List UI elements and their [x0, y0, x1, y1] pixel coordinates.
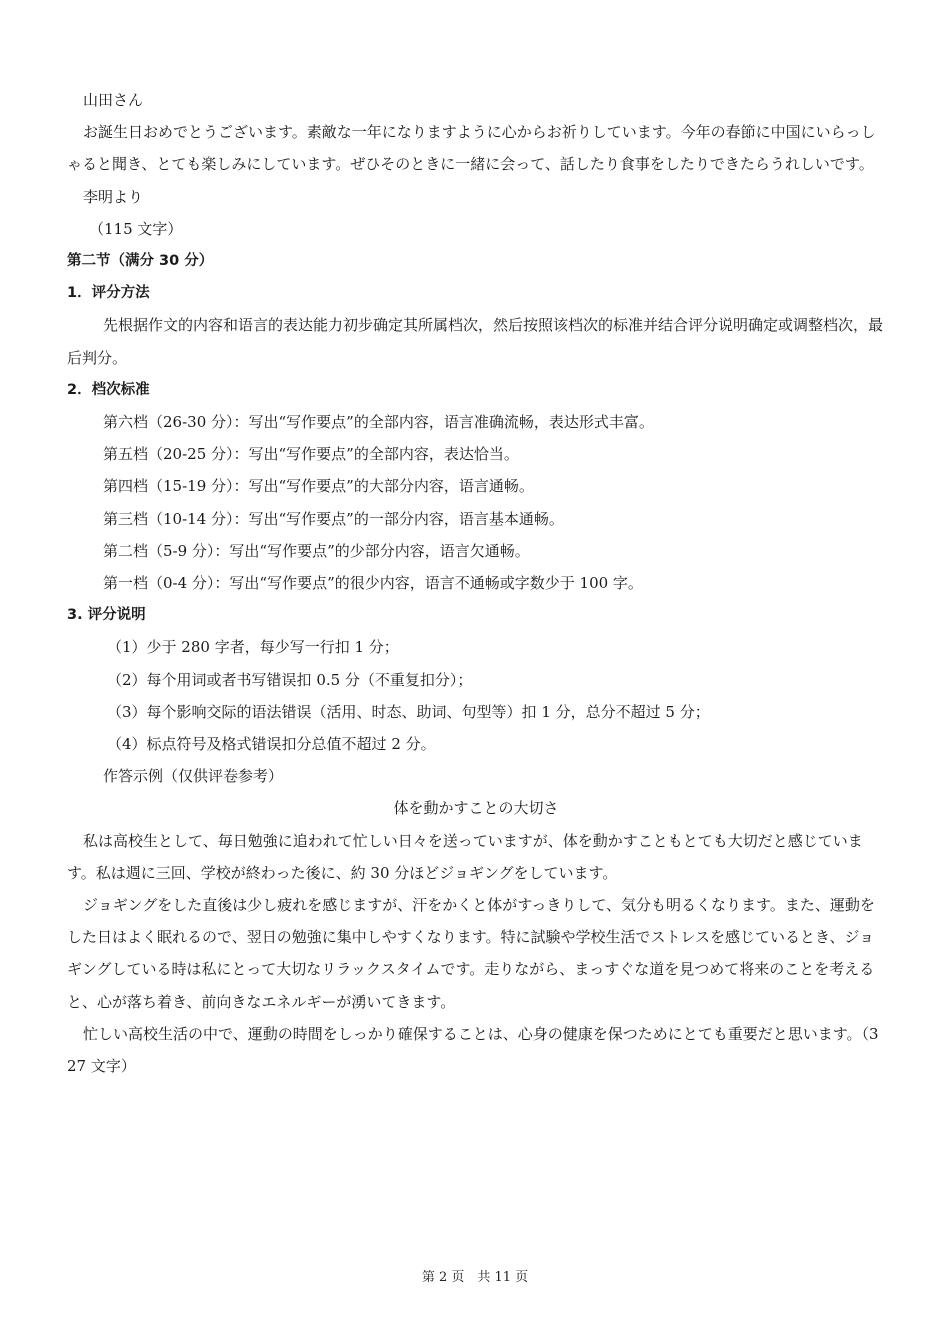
- letter-char-count: （115 文字）: [89, 219, 183, 238]
- grade-standards-heading: 2．档次标准: [67, 381, 150, 398]
- grade-item: 第一档（0-4 分）：写出“写作要点”的很少内容，语言不通畅或字数少于 100 字。: [103, 574, 643, 593]
- grade-item: 第六档（26-30 分）：写出“写作要点”的全部内容，语言准确流畅，表达形式丰富。: [103, 413, 654, 432]
- scoring-note: （1）少于 280 字者，每少写一行扣 1 分；: [107, 638, 399, 657]
- grade-item: 第二档（5-9 分）：写出“写作要点”的少部分内容，语言欠通畅。: [103, 541, 530, 560]
- scoring-note: （4）标点符号及格式错误扣分总值不超过 2 分。: [107, 735, 436, 754]
- essay-paragraph: 忙しい高校生活の中で、運動の時間をしっかり確保することは、心身の健康を保つためにとても重要だと思います。（327 文字）: [67, 1024, 879, 1076]
- letter-salutation: 山田さん: [83, 91, 144, 109]
- scoring-note: （2）每个用词或者书写错误扣 0.5 分（不重复扣分）；: [107, 670, 473, 689]
- essay-paragraph: 私は高校生として、毎日勉強に追われて忙しい日々を送っていますが、体を動かすこともとても大切だと感じています。私は週に三回、学校が終わった後に、約 30 分ほどジョギングをしています。: [67, 831, 863, 882]
- essay-paragraph: ジョギングをした直後は少し疲れを感じますが、汗をかくと体がすっきりして、気分も明るくなります。また、運動をした日はよく眠れるので、翌日の勉強に集中しやすくなります。特に試験や学校生活でストレスを感じているとき、ジョギングしている時は私にとって大切なリラックスタイムです。走りながら、まっすぐな道を見つめて将来のことを考えると、心が落ち着き、前向きなエネルギーが湧いてきます。: [67, 896, 875, 1011]
- page-footer: 第 2 页 共 11 页: [421, 1270, 529, 1285]
- essay-title: 体を動かすことの大切さ: [393, 799, 559, 818]
- letter-sign: 李明より: [83, 187, 144, 206]
- scoring-method-text: 先根据作文的内容和语言的表达能力初步确定其所属档次，然后按照该档次的标准并结合评分说明确定或调整档次，最后判分。: [67, 316, 884, 367]
- scoring-notes-heading: 3. 评分说明: [67, 607, 146, 624]
- letter-body: お誕生日おめでとうございます。素敵な一年になりますように心からお祈りしています。今年の春節に中国にいらっしゃると聞き、とても楽しみにしています。ぜひそのときに一緒に会って、話したり食事をしたりできたらうれしいです。: [67, 123, 876, 174]
- grade-item: 第三档（10-14 分）：写出“写作要点”的一部分内容，语言基本通畅。: [103, 509, 564, 528]
- document-page: [67, 84, 885, 1082]
- scoring-method-heading: 1．评分方法: [67, 285, 150, 302]
- scoring-note: （3）每个影响交际的语法错误（活用、时态、助词、句型等）扣 1 分，总分不超过 5 分；: [107, 702, 710, 721]
- grade-item: 第四档（15-19 分）：写出“写作要点”的大部分内容，语言通畅。: [103, 477, 534, 496]
- example-label: 作答示例（仅供评卷参考）: [103, 767, 284, 786]
- section-heading: 第二节（满分 30 分）: [67, 253, 214, 270]
- grade-item: 第五档（20-25 分）：写出“写作要点”的全部内容，表达恰当。: [103, 445, 519, 464]
